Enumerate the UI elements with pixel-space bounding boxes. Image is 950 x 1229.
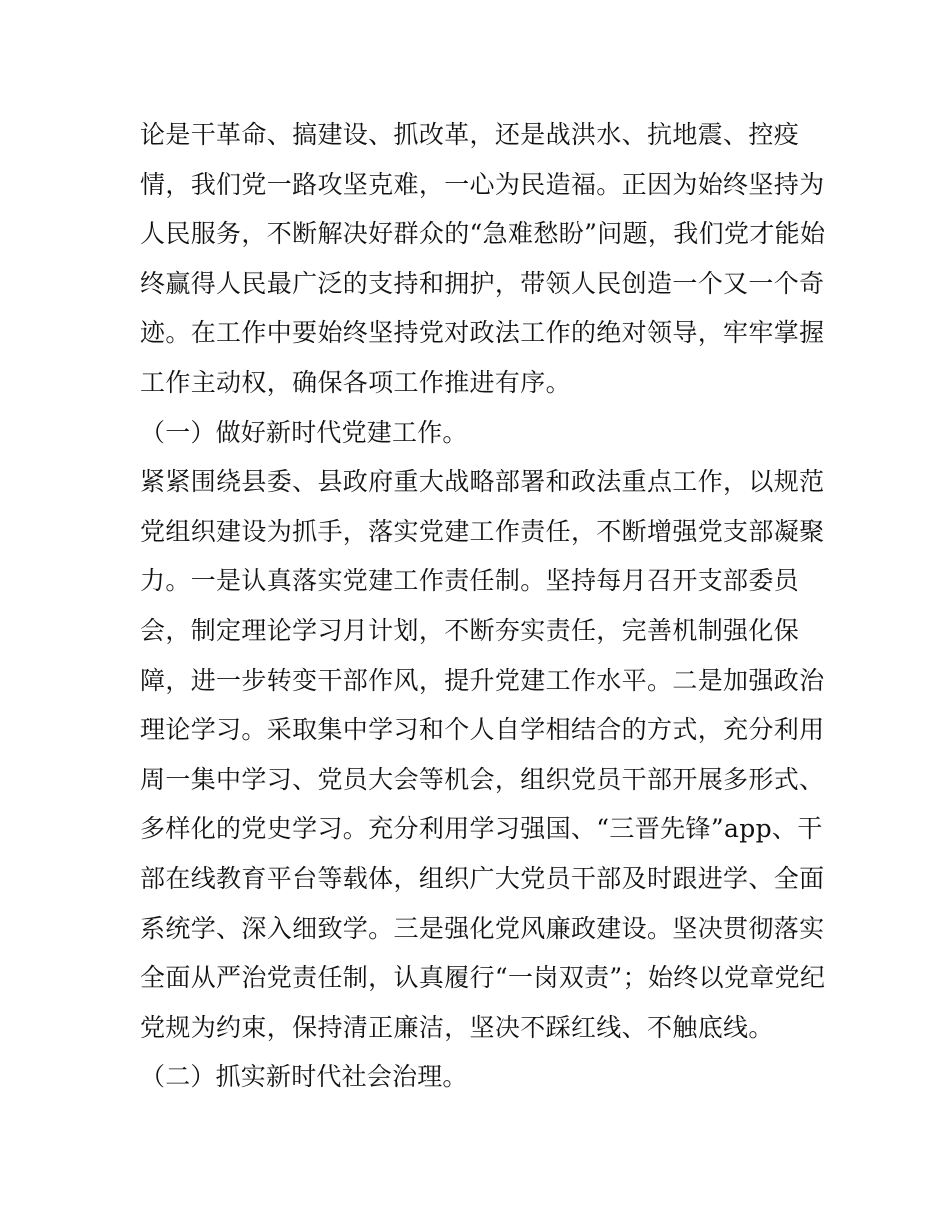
section-heading: （一）做好新时代党建工作。	[140, 417, 468, 447]
paragraph-line: 会，制定理论学习月计划，不断夯实责任，完善机制强化保	[140, 615, 800, 645]
paragraph-line: 全面从严治党责任制，认真履行“一岗双责”；始终以党章党纪	[140, 963, 826, 993]
paragraph-line: 迹。在工作中要始终坚持党对政法工作的绝对领导，牢牢掌握	[140, 318, 825, 348]
paragraph-line: 系统学、深入细致学。三是强化党风廉政建设。坚决贯彻落实	[140, 913, 825, 943]
paragraph-line: 周一集中学习、党员大会等机会，组织党员干部开展多形式、	[140, 764, 825, 794]
paragraph-line: 理论学习。采取集中学习和个人自学相结合的方式，充分利用	[140, 715, 825, 745]
document-body	[140, 110, 826, 1102]
paragraph-line: 部在线教育平台等载体，组织广大党员干部及时跟进学、全面	[140, 863, 825, 893]
paragraph-line: 人民服务，不断解决好群众的“急难愁盼”问题，我们党才能始	[140, 219, 826, 249]
paragraph-line: 情，我们党一路攻坚克难，一心为民造福。正因为始终坚持为	[140, 169, 825, 199]
paragraph-line: 终赢得人民最广泛的支持和拥护，带领人民创造一个又一个奇	[140, 268, 825, 298]
paragraph-line: 党规为约束，保持清正廉洁，坚决不踩红线、不触底线。	[140, 1012, 774, 1042]
paragraph-line: 论是干革命、搞建设、抓改革，还是战洪水、抗地震、控疫	[140, 120, 800, 149]
paragraph-line: 紧紧围绕县委、县政府重大战略部署和政法重点工作，以规范	[140, 467, 825, 497]
paragraph-line: 党组织建设为抓手，落实党建工作责任，不断增强党支部凝聚	[140, 516, 825, 546]
paragraph-line: 工作主动权，确保各项工作推进有序。	[140, 367, 571, 397]
section-heading: （二）抓实新时代社会治理。	[140, 1062, 468, 1092]
paragraph-line: 多样化的党史学习。充分利用学习强国、“三晋先锋”app、干	[140, 814, 823, 844]
paragraph-line: 障，进一步转变干部作风，提升党建工作水平。二是加强政治	[140, 665, 825, 695]
paragraph-line: 力。一是认真落实党建工作责任制。坚持每月召开支部委员	[140, 566, 800, 596]
